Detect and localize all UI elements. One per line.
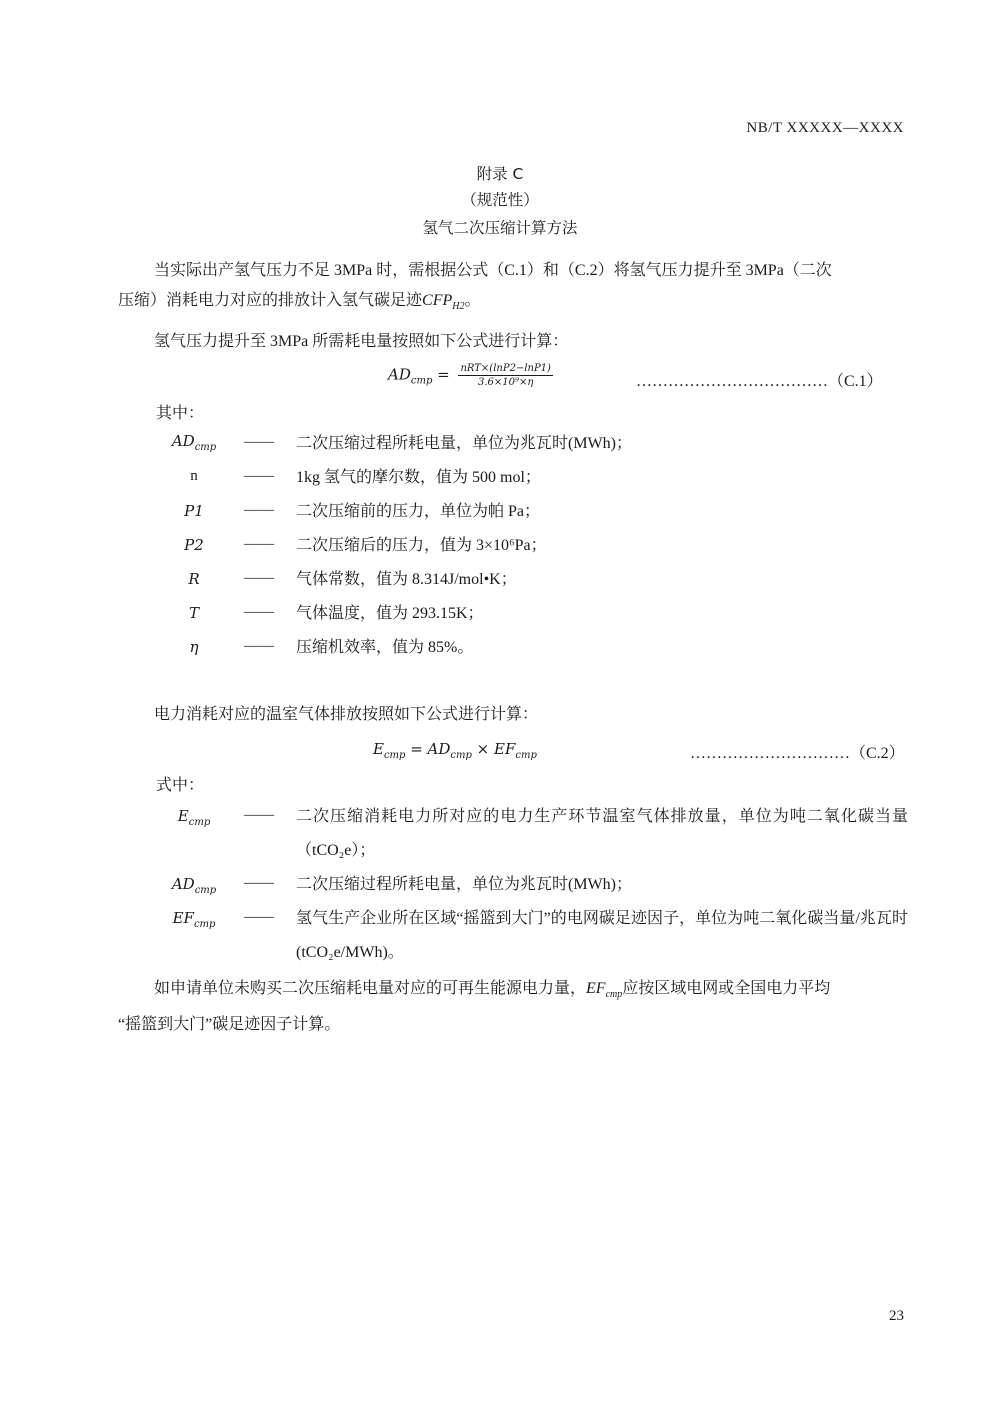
standard-code: NB/T XXXXX—XXXX (746, 120, 904, 136)
formula-c1-denominator: 3.6×10⁹×η (478, 377, 534, 388)
definition-row (0, 529, 1000, 563)
definition-dash: —— (244, 909, 274, 925)
definitions-list-1 (0, 427, 1000, 667)
definition-symbol: n (190, 468, 198, 484)
paragraph-power-calc-text: 氢气压力提升至 3MPa 所需耗电量按照如下公式进行计算： (154, 333, 569, 350)
definition-row (0, 495, 1000, 529)
formula-c1-label: （C.1） (828, 373, 883, 390)
cfp-subscript: H2 (452, 301, 465, 313)
definition-text: 二次压缩消耗电力所对应的电力生产环节温室气体排放量，单位为吨二氧化碳当量（tCO₂e）； (296, 808, 908, 859)
definition-row (0, 461, 1000, 495)
formula-c2-leader (690, 740, 905, 763)
formula-c1-lhs-subscript: cmp (410, 375, 433, 387)
definition-dash: —— (244, 638, 274, 654)
definition-symbol: P1 (184, 502, 204, 520)
definition-text: 氢气生产企业所在区域“摇篮到大门”的电网碳足迹因子，单位为吨二氧化碳当量/兆瓦时(tCO₂e/MWh)。 (296, 910, 908, 961)
paragraph-intro (118, 256, 908, 322)
definition-dash: —— (244, 502, 274, 518)
definition-dash: —— (244, 468, 274, 484)
definition-row (0, 427, 1000, 461)
definition-dash: —— (244, 434, 274, 450)
definition-row (0, 902, 1000, 970)
appendix-title: 附录 C (476, 165, 524, 183)
formula-c1-equals: = (432, 365, 455, 384)
definition-dash: —— (244, 807, 274, 823)
formula-c2: $E_{cmp} = AD_{cmp} \times EF_{cmp}$ (373, 740, 537, 761)
paragraph-intro-end: 。 (464, 292, 481, 309)
paragraph-intro-line2: 压缩）消耗电力对应的排放计入氢气碳足迹 (118, 292, 423, 309)
definition-text: 二次压缩过程所耗电量，单位为兆瓦时(MWh)； (296, 876, 632, 893)
definition-text: 气体常数，值为 8.314J/mol•K； (296, 571, 517, 588)
definition-text: 二次压缩后的压力，值为 3×10⁶Pa； (296, 537, 547, 554)
definition-symbol: $AD_{cmp}$ (171, 432, 217, 453)
definition-dash: —— (244, 536, 274, 552)
formula-c1-dots: ……………………………… (636, 373, 828, 390)
paragraph-power-calc (118, 327, 908, 357)
appendix-nature: （规范性） (461, 191, 539, 209)
definition-dash: —— (244, 570, 274, 586)
definition-row (0, 631, 1000, 665)
definition-symbol: $EF_{cmp}$ (172, 909, 216, 930)
formula-c1-lhs: AD (388, 365, 411, 384)
where-label-2: 式中： (156, 777, 205, 794)
definition-row (0, 800, 1000, 868)
formula-c1-fraction (458, 362, 552, 389)
formula-c2-row (118, 734, 908, 768)
definition-symbol: T (188, 604, 199, 622)
definition-row (0, 868, 1000, 902)
paragraph-emission-calc-text: 电力消耗对应的温室气体排放按照如下公式进行计算： (154, 706, 539, 723)
definition-symbol: $E_{cmp}$ (177, 807, 211, 828)
formula-c2-label: （C.2） (850, 745, 905, 762)
definitions-list-2 (0, 800, 1000, 970)
definition-text: 二次压缩过程所耗电量，单位为兆瓦时(MWh)； (296, 435, 632, 452)
definition-row (0, 597, 1000, 631)
definition-row (0, 563, 1000, 597)
definition-symbol: $AD_{cmp}$ (171, 875, 217, 896)
definition-text: 二次压缩前的压力，单位为帕 Pa； (296, 503, 541, 520)
paragraph-renewable-note: 如申请单位未购买二次压缩耗电量对应的可再生能源电力量，$EF_{cmp}$应按区域电网或全国电力平均 “摇篮到大门”碳足迹因子计算。 (118, 980, 831, 1034)
definition-dash: —— (244, 604, 274, 620)
definition-dash: —— (244, 875, 274, 891)
definition-text: 压缩机效率，值为 85%。 (296, 639, 474, 656)
definition-text: 1kg 氢气的摩尔数，值为 500 mol； (296, 469, 541, 486)
definition-text: 气体温度，值为 293.15K； (296, 605, 484, 622)
formula-c1 (388, 362, 553, 389)
where-label-1: 其中： (156, 405, 205, 422)
definition-symbol: η (189, 638, 199, 656)
formula-c1-leader (636, 368, 883, 391)
formula-c2-dots: ………………………… (690, 745, 850, 762)
paragraph-emission-calc (118, 700, 908, 730)
paragraph-intro-line1: 当实际出产氢气压力不足 3MPa 时，需根据公式（C.1）和（C.2）将氢气压力提升至 3MPa（二次 (154, 262, 832, 279)
definition-symbol: P2 (184, 536, 204, 554)
formula-c1-numerator: nRT×(lnP2−lnP1) (460, 363, 551, 374)
cfp-symbol: CFP (422, 292, 453, 309)
appendix-subject: 氢气二次压缩计算方法 (422, 219, 578, 237)
definition-symbol: R (188, 570, 200, 588)
page-number: 23 (889, 1308, 904, 1324)
formula-c1-row (118, 362, 908, 396)
